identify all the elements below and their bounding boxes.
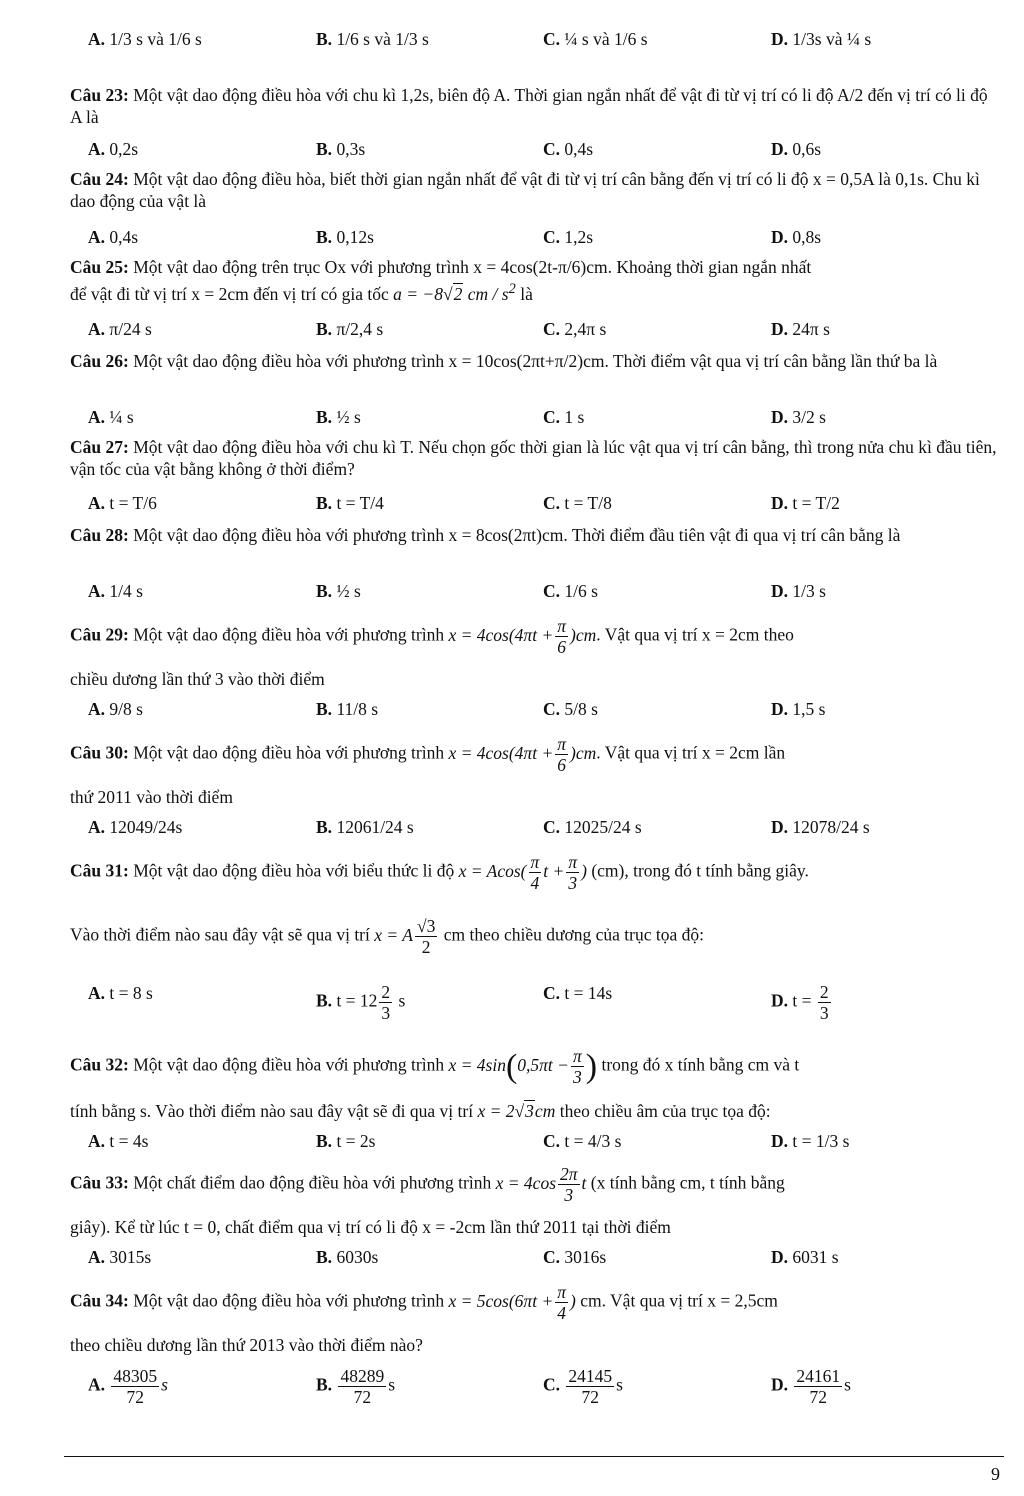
answer-row-q27	[88, 492, 998, 522]
answer-row-q30	[88, 816, 998, 846]
option-b: B. 1/6 s và 1/3 s	[316, 29, 429, 49]
footer-divider	[64, 1456, 1004, 1457]
option-b: B. t = 2s	[316, 1131, 376, 1151]
option-a: A. 1/4 s	[88, 581, 143, 601]
option-d: D. 0,8s	[771, 227, 822, 247]
question-30: Câu 30: Một vật dao động điều hòa với phương trình x = 4cos(4πt + $\frac{\pi}{6}$ )cm. Vật qua vị trí x = 2cm lần	[70, 734, 786, 775]
question-32: Câu 32: Một vật dao động điều hòa với phương trình x = 4sin(0,5πt − $\frac{\pi}{3}$ ) trong đó x tính bằng cm và t	[70, 1046, 800, 1087]
answer-row-q22	[88, 28, 998, 58]
option-a: A. t = T/6	[88, 493, 157, 513]
option-c: C. 2,4π s	[543, 319, 607, 339]
option-b: B. π/2,4 s	[316, 319, 384, 339]
answer-row-q33	[88, 1246, 998, 1276]
question-25: Câu 25: Một vật dao động trên trục Ox với phương trình x = 4cos(2t-π/6)cm. Khoảng thời gian ngắn nhất để vật đi từ vị trí x = 2cm đến vị trí có gia tốc a = −8√2 cm / $s^2$ là	[70, 257, 812, 304]
option-b: B. 6030s	[316, 1247, 379, 1267]
option-a: A. 1/3 s và 1/6 s	[88, 29, 202, 49]
answer-row-q34	[88, 1366, 998, 1407]
question-29-line2: chiều dương lần thứ 3 vào thời điểm	[70, 669, 325, 689]
option-d: D. 1/3s và ¼ s	[771, 29, 872, 49]
option-b: B. 12061/24 s	[316, 817, 414, 837]
answer-row-q25	[88, 318, 998, 348]
option-c: C. 12025/24 s	[543, 817, 642, 837]
option-b: B. 0,12s	[316, 227, 374, 247]
answer-row-q24	[88, 226, 998, 256]
option-b: B. ½ s	[316, 407, 361, 427]
option-d: D. 6031 s	[771, 1247, 839, 1267]
question-27: Câu 27: Một vật dao động điều hòa với chu kì T. Nếu chọn gốc thời gian là lúc vật qua vị trí cân bằng, thì trong nửa chu kì đầu tiên, vận tốc của vật bằng không ở thời điểm?	[70, 437, 997, 479]
question-34: Câu 34: Một vật dao động điều hòa với phương trình x = 5cos(6πt + $\frac{\pi}{4}$ ) cm. Vật qua vị trí x = 2,5cm	[70, 1282, 778, 1323]
option-c: C. 3016s	[543, 1247, 607, 1267]
option-b: B. 0,3s	[316, 139, 366, 159]
answer-row-q26	[88, 406, 998, 436]
option-a: A. 12049/24s	[88, 817, 183, 837]
option-c: C. 1/6 s	[543, 581, 598, 601]
answer-row-q31	[88, 982, 998, 1023]
page-number: 9	[991, 1464, 1000, 1484]
option-b: B. $\frac{48289}{72}$ s	[316, 1366, 395, 1407]
option-a: A. $\frac{48305}{72}$ s	[88, 1366, 168, 1407]
question-29: Câu 29: Một vật dao động điều hòa với phương trình x = 4cos(4πt + $\frac{\pi}{6}$ )cm. Vật qua vị trí x = 2cm theo	[70, 616, 794, 657]
option-c: C. t = T/8	[543, 493, 612, 513]
option-d: D. 12078/24 s	[771, 817, 870, 837]
question-32-line2: tính bằng s. Vào thời điểm nào sau đây vật sẽ đi qua vị trí x = 2√3cm theo chiều âm của trục tọa độ:	[70, 1101, 771, 1121]
answer-row-q29	[88, 698, 998, 728]
option-d: D. 0,6s	[771, 139, 822, 159]
option-d: D. t = T/2	[771, 493, 840, 513]
option-a: A. 9/8 s	[88, 699, 143, 719]
answer-row-q23	[88, 138, 998, 168]
option-d: D. $\frac{24161}{72}$ s	[771, 1366, 851, 1407]
option-a: A. π/24 s	[88, 319, 152, 339]
option-b: B. t = T/4	[316, 493, 384, 513]
option-c: C. t = 4/3 s	[543, 1131, 622, 1151]
question-31: Câu 31: Một vật dao động điều hòa với biểu thức li độ x = Acos( $\frac{\pi}{4}$ t + $\frac{\pi}{3}$ ) (cm), trong đó t tính bằng giây.	[70, 852, 809, 893]
option-b: B. ½ s	[316, 581, 361, 601]
option-c: C. ¼ s và 1/6 s	[543, 29, 648, 49]
option-c: C. 1 s	[543, 407, 585, 427]
question-24: Câu 24: Một vật dao động điều hòa, biết thời gian ngắn nhất để vật đi từ vị trí cân bằng đến vị trí có li độ x = 0,5A là 0,1s. Chu kì dao động của vật là	[70, 169, 980, 211]
option-c: C. 0,4s	[543, 139, 594, 159]
option-d: D. 1/3 s	[771, 581, 826, 601]
question-31-line2: Vào thời điểm nào sau đây vật sẽ qua vị trí x = A $\frac{√3}{2}$ cm theo chiều dương của trục tọa độ:	[70, 916, 704, 957]
option-c: C. 1,2s	[543, 227, 594, 247]
option-d: D. 1,5 s	[771, 699, 826, 719]
option-d: D. 3/2 s	[771, 407, 826, 427]
question-26: Câu 26: Một vật dao động điều hòa với phương trình x = 10cos(2πt+π/2)cm. Thời điểm vật qua vị trí cân bằng lần thứ ba là	[70, 351, 938, 371]
option-a: A. ¼ s	[88, 407, 134, 427]
option-d: D. t = $\frac{2}{3}$	[771, 982, 829, 1023]
question-23: Câu 23: Một vật dao động điều hòa với chu kì 1,2s, biên độ A. Thời gian ngắn nhất để vật đi từ vị trí có li độ A/2 đến vị trí có li độ A là	[70, 85, 988, 127]
option-a: A. 0,4s	[88, 227, 139, 247]
question-33-line2: giây). Kể từ lúc t = 0, chất điểm qua vị trí có li độ x = -2cm lần thứ 2011 tại thời điểm	[70, 1217, 671, 1237]
option-b: B. t = 12 $\frac{2}{3}$ s	[316, 982, 406, 1023]
option-d: D. 24π s	[771, 319, 830, 339]
option-a: A. 3015s	[88, 1247, 152, 1267]
option-b: B. 11/8 s	[316, 699, 379, 719]
option-a: A. t = 8 s	[88, 983, 153, 1003]
option-c: C. $\frac{24145}{72}$ s	[543, 1366, 623, 1407]
question-34-line2: theo chiều dương lần thứ 2013 vào thời điểm nào?	[70, 1335, 423, 1355]
question-30-line2: thứ 2011 vào thời điểm	[70, 787, 233, 807]
answer-row-q28	[88, 580, 998, 610]
option-d: D. t = 1/3 s	[771, 1131, 850, 1151]
question-33: Câu 33: Một chất điểm dao động điều hòa với phương trình x = 4cos $\frac{2\pi}{3}$ t (x tính bằng cm, t tính bằng	[70, 1164, 785, 1205]
answer-row-q32	[88, 1130, 998, 1160]
question-28: Câu 28: Một vật dao động điều hòa với phương trình x = 8cos(2πt)cm. Thời điểm đầu tiên vật đi qua vị trí cân bằng là	[70, 525, 901, 545]
option-c: C. 5/8 s	[543, 699, 598, 719]
option-a: A. 0,2s	[88, 139, 139, 159]
option-a: A. t = 4s	[88, 1131, 149, 1151]
option-c: C. t = 14s	[543, 983, 613, 1003]
